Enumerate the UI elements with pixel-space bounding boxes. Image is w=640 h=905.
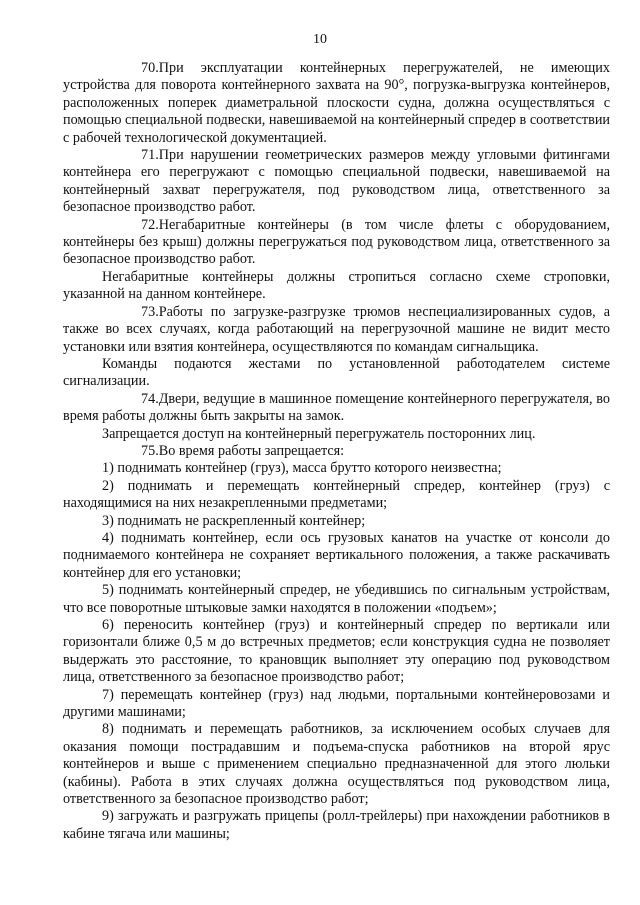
page-number: 10 bbox=[313, 32, 327, 47]
paragraph-text: При нарушении геометрических размеров между угловыми фитингами контейнера его перегружают с помощью специальной подвески, навешиваемой на контейнерный захват перегружателя, под руководством лица, ответственного за безопасное производство работ. bbox=[63, 147, 610, 216]
item-number: 73. bbox=[141, 303, 159, 320]
list-item-text: 6) переносить контейнер (груз) и контейнерный спредер по вертикали или горизонтали ближе 0,5 м до встречных предметов; если конструкция судна не позволяет выдержать это расстояние, то крановщик выполняет эту операцию под руководством лица, ответственного за безопасное производство работ; bbox=[63, 617, 610, 686]
paragraph-73-note bbox=[63, 356, 610, 391]
paragraph-74 bbox=[63, 391, 610, 426]
paragraph-75 bbox=[63, 443, 610, 460]
list-item-1 bbox=[63, 460, 610, 477]
item-number: 74. bbox=[141, 390, 159, 407]
paragraph-text: Во время работы запрещается: bbox=[158, 442, 345, 459]
list-item-7 bbox=[63, 687, 610, 722]
paragraph-text: При эксплуатации контейнерных перегружателей, не имеющих устройства для поворота контейнерного захвата на 90°, погрузка-выгрузка контейнеров, расположенных поперек диаметральной плоскости судна, должна осуществляться с помощью специальной подвески, навешиваемой на контейнерный спредер в соответствии с рабочей технологической документацией. bbox=[63, 60, 610, 146]
paragraph-text: Команды подаются жестами по установленной работодателем системе сигнализации. bbox=[63, 355, 610, 390]
list-item-text: 2) поднимать и перемещать контейнерный спредер, контейнер (груз) с находящимися на них незакрепленными предметами; bbox=[63, 477, 610, 512]
paragraph-text: Негабаритные контейнеры (в том числе флеты с оборудованием, контейнеры без крыш) должны перегружаться под руководством лица, ответственного за безопасное производство работ. bbox=[63, 216, 610, 268]
item-number: 75. bbox=[141, 442, 159, 459]
paragraph-text: Двери, ведущие в машинное помещение контейнерного перегружателя, во время работы должны быть закрыты на замок. bbox=[63, 390, 610, 425]
list-item-2 bbox=[63, 478, 610, 513]
document-body bbox=[63, 60, 610, 843]
item-number: 70. bbox=[141, 60, 159, 76]
paragraph-72 bbox=[63, 217, 610, 269]
list-item-text: 3) поднимать не раскрепленный контейнер; bbox=[102, 512, 366, 529]
paragraph-text: Запрещается доступ на контейнерный перегружатель посторонних лиц. bbox=[102, 425, 536, 442]
paragraph-73 bbox=[63, 304, 610, 356]
list-item-text: 4) поднимать контейнер, если ось грузовых канатов на участке от консоли до поднимаемого контейнера не сохраняет вертикального положения, а также раскачивать контейнер для его установки; bbox=[63, 529, 610, 581]
list-item-6 bbox=[63, 617, 610, 687]
list-item-4 bbox=[63, 530, 610, 582]
list-item-text: 7) перемещать контейнер (груз) над людьми, портальными контейнеровозами и другими машинами; bbox=[63, 686, 610, 721]
list-item-text: 8) поднимать и перемещать работников, за исключением особых случаев для оказания помощи пострадавшим и подъема-спуска работников на второй ярус контейнеров и выше с применением специально предназначенной для этого люльки (кабины). Работа в этих случаях должна осуществляться под руководством лица, ответственного за безопасное производство работ; bbox=[63, 721, 610, 808]
paragraph-70 bbox=[63, 60, 610, 147]
list-item-text: 1) поднимать контейнер (груз), масса брутто которого неизвестна; bbox=[102, 460, 502, 477]
paragraph-text: Негабаритные контейнеры должны стропиться согласно схеме строповки, указанной на данном контейнере. bbox=[63, 268, 610, 303]
paragraph-text: Работы по загрузке-разгрузке трюмов неспециализированных судов, а также во всех случаях, когда работающий на перегрузочной машине не видит место установки или взятия контейнера, осуществляются по командам сигнальщика. bbox=[63, 303, 610, 355]
list-item-9 bbox=[63, 808, 610, 843]
paragraph-74-note bbox=[63, 426, 610, 443]
list-item-text: 9) загружать и разгружать прицепы (ролл-трейлеры) при нахождении работников в кабине тягача или машины; bbox=[63, 808, 610, 842]
paragraph-72-note bbox=[63, 269, 610, 304]
list-item-3 bbox=[63, 513, 610, 530]
item-number: 72. bbox=[141, 216, 159, 233]
paragraph-71 bbox=[63, 147, 610, 217]
list-item-8 bbox=[63, 721, 610, 808]
list-item-5 bbox=[63, 582, 610, 617]
item-number: 71. bbox=[141, 147, 159, 164]
list-item-text: 5) поднимать контейнерный спредер, не убедившись по сигнальным устройствам, что все поворотные штыковые замки находятся в положении «подъем»; bbox=[63, 582, 610, 616]
